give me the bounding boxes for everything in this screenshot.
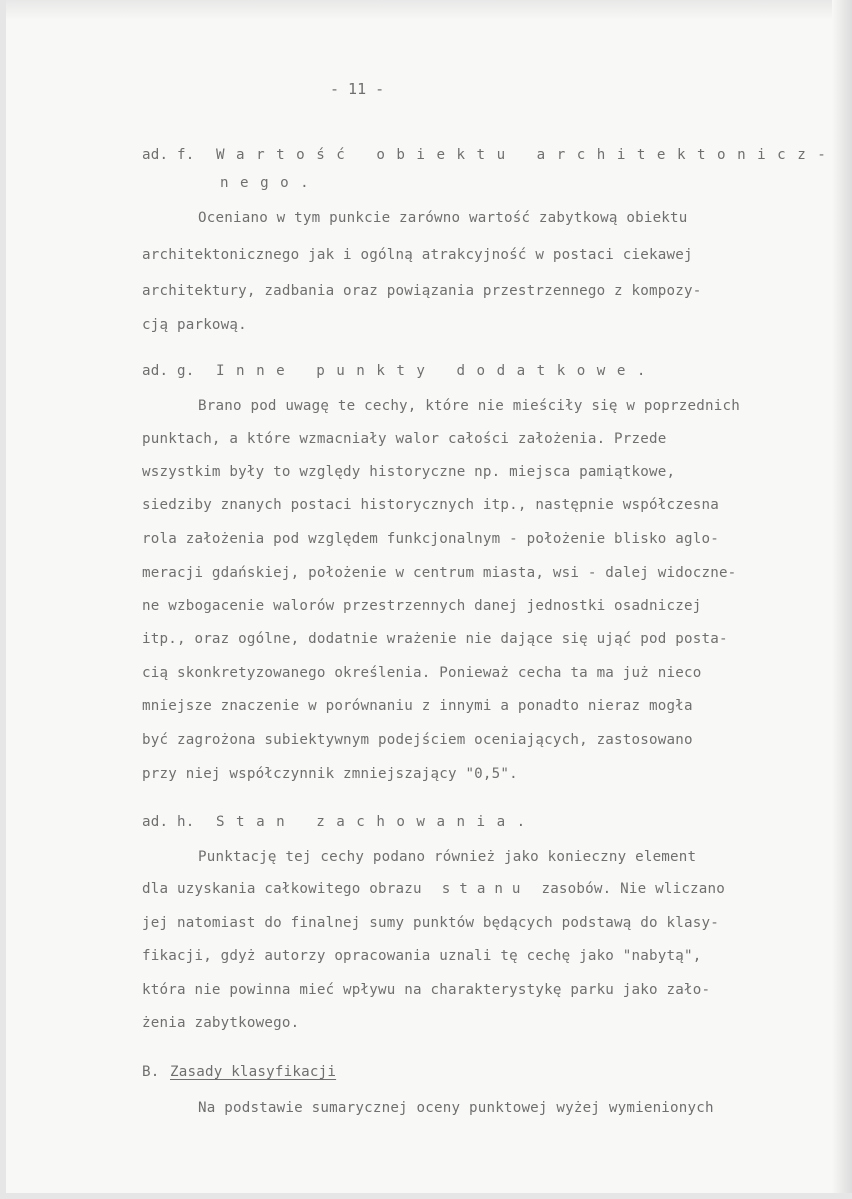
- section-g-body-line: mniejsze znaczenie w porównaniu z innymi a ponadto nieraz mogła: [142, 698, 693, 714]
- section-h-body-line: jej natomiast do finalnej sumy punktów będących podstawą do klasy-: [142, 915, 719, 931]
- section-f-body-line: Oceniano w tym punkcie zarówno wartość zabytkową obiektu: [198, 210, 688, 226]
- section-h-body-text: dla uzyskania całkowitego obrazu: [142, 881, 422, 897]
- section-g-body-line: ne wzbogacenie walorów przestrzennych danej jednostki osadniczej: [142, 598, 702, 614]
- scan-border-top: [0, 0, 852, 20]
- section-h-body-line: która nie powinna mieć wpływu na charakterystykę parku jako zało-: [142, 982, 711, 998]
- section-g-heading: Inne punkty dodatkowe.: [216, 363, 657, 379]
- section-h-marker: ad. h.: [142, 814, 195, 830]
- section-h-body-line: żenia zabytkowego.: [142, 1015, 300, 1031]
- section-g-body-line: rola założenia pod względem funkcjonalnym - położenie blisko aglo-: [142, 531, 719, 547]
- section-g-body-line: Brano pod uwagę te cechy, które nie mieściły się w poprzednich: [198, 398, 740, 414]
- section-f-heading-cont: nego.: [220, 175, 321, 191]
- section-h-body-line: Punktację tej cechy podano również jako konieczny element: [198, 849, 697, 865]
- section-g-body-line: być zagrożona subiektywnym podejściem oceniających, zastosowano: [142, 732, 693, 748]
- section-b-body-line: Na podstawie sumarycznej oceny punktowej wyżej wymienionych: [198, 1100, 714, 1116]
- section-h-body-line: fikacji, gdyż autorzy opracowania uznali tę cechę jako "nabytą",: [142, 948, 702, 964]
- section-f-body-line: architektury, zadbania oraz powiązania przestrzennego z kompozy-: [142, 283, 702, 299]
- section-g-body-line: przy niej współczynnik zmniejszający "0,5".: [142, 766, 518, 782]
- section-h-emphasis: stanu: [441, 881, 530, 897]
- scan-border-left: [0, 0, 6, 1199]
- section-f-marker: ad. f.: [142, 147, 195, 163]
- section-f-body-line: cją parkową.: [142, 317, 247, 333]
- section-g-body-line: punktach, a które wzmacniały walor całości założenia. Przede: [142, 431, 667, 447]
- section-g-body-line: meracji gdańskiej, położenie w centrum miasta, wsi - dalej widoczne-: [142, 565, 737, 581]
- scan-border-right: [832, 0, 852, 1199]
- page-number: - 11 -: [330, 80, 385, 98]
- section-g-body-line: siedziby znanych postaci historycznych itp., następnie współczesna: [142, 497, 719, 513]
- section-f-body-line: architektonicznego jak i ogólną atrakcyjność w postaci ciekawej: [142, 247, 693, 263]
- section-g-marker: ad. g.: [142, 363, 195, 379]
- section-h-heading: Stan zachowania.: [216, 814, 537, 830]
- section-g-body-line: cią skonkretyzowanego określenia. Ponieważ cecha ta ma już nieco: [142, 665, 702, 681]
- section-b-heading: Zasady klasyfikacji: [170, 1064, 337, 1080]
- section-f-heading: Wartość obiektu architektonicz-: [216, 147, 838, 163]
- section-g-body-line: itp., oraz ogólne, dodatnie wrażenie nie dające się ująć pod posta-: [142, 631, 728, 647]
- section-b-marker: B.: [142, 1064, 160, 1080]
- section-g-body-line: wszystkim były to względy historyczne np. miejsca pamiątkowe,: [142, 464, 676, 480]
- section-h-body-text: zasobów. Nie wliczano: [541, 881, 726, 897]
- scan-border-bottom: [0, 1193, 852, 1199]
- section-h-body-line-2: [142, 881, 725, 897]
